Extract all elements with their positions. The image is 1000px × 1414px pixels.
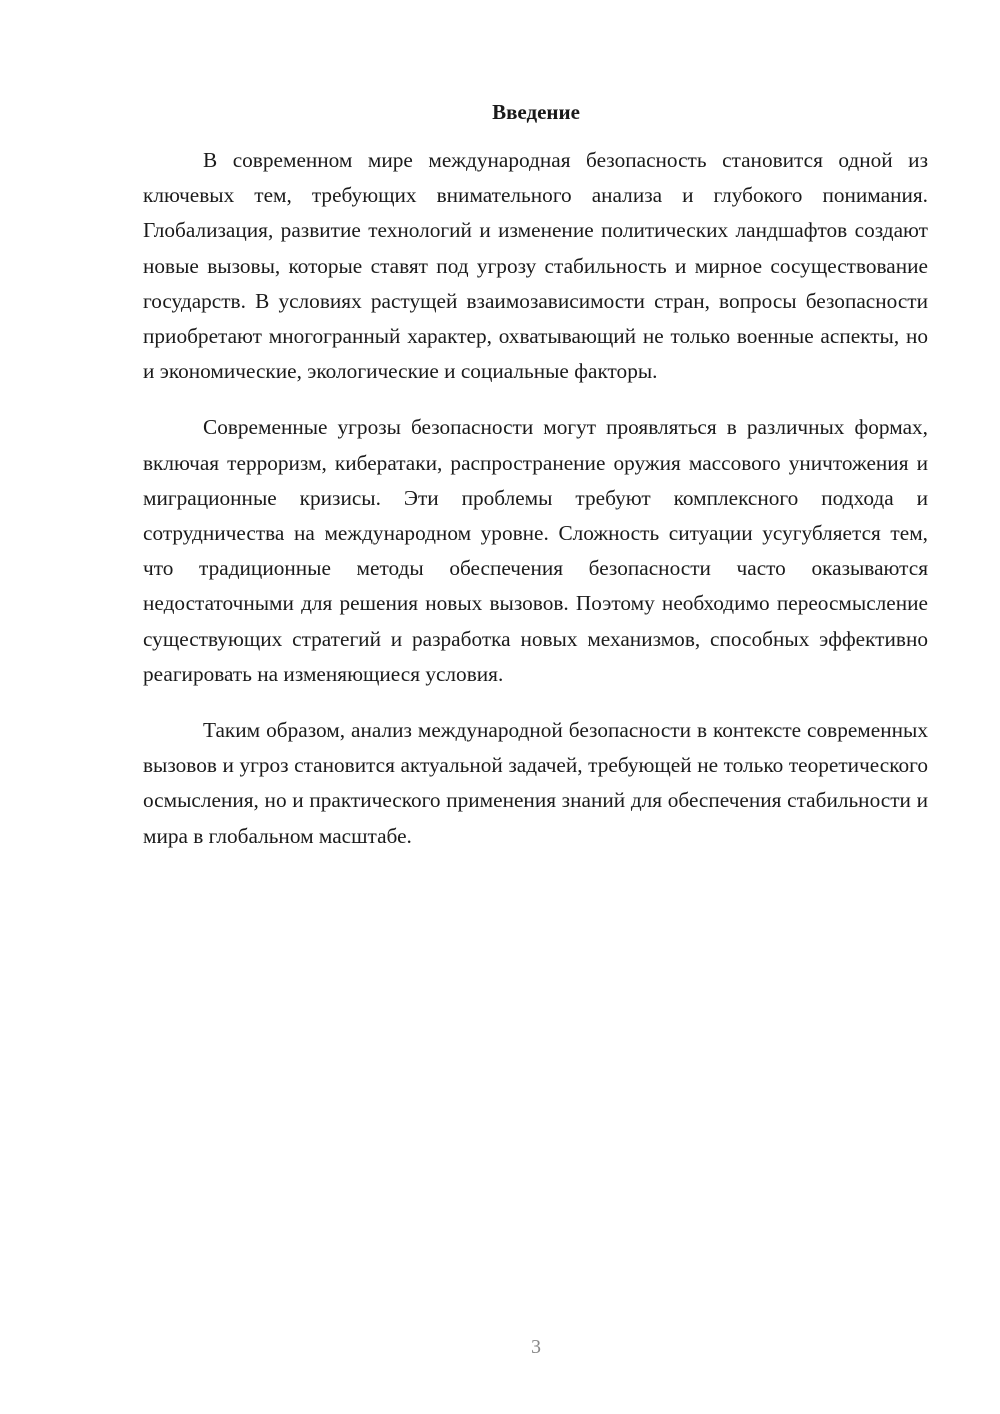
page-number: 3	[531, 1336, 541, 1358]
document-body	[143, 143, 928, 875]
paragraph-2: Современные угрозы безопасности могут проявляться в различных формах, включая терроризм, кибератаки, распространение оружия массового уничтожения и миграционные кризисы. Эти проблемы требуют комплексного подхода и сотрудничества на международном уровне. Сложность ситуации усугубляется тем, что традиционные методы обеспечения безопасности часто оказываются недостаточными для решения новых вызовов. Поэтому необходимо переосмысление существующих стратегий и разработка новых механизмов, способных эффективно реагировать на изменяющиеся условия.	[143, 415, 928, 686]
paragraph-3: Таким образом, анализ международной безопасности в контексте современных вызовов и угроз становится актуальной задачей, требующей не только теоретического осмысления, но и практического применения знаний для обеспечения стабильности и мира в глобальном масштабе.	[143, 718, 928, 848]
page-title: Введение	[492, 100, 580, 124]
paragraph-1: В современном мире международная безопасность становится одной из ключевых тем, требующих внимательного анализа и глубокого понимания. Глобализация, развитие технологий и изменение политических ландшафтов создают новые вызовы, которые ставят под угрозу стабильность и мирное сосуществование государств. В условиях растущей взаимозависимости стран, вопросы безопасности приобретают многогранный характер, охватывающий не только военные аспекты, но и экономические, экологические и социальные факторы.	[143, 148, 928, 384]
